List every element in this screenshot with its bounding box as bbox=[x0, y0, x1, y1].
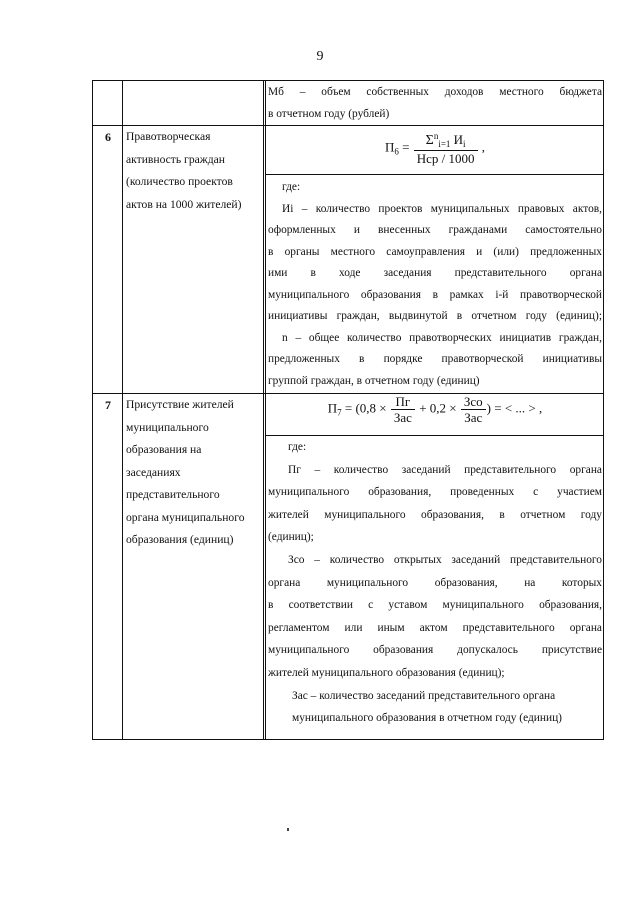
description-line: оформленных и внесенных гражданами самостоятельно bbox=[268, 224, 602, 236]
description-line: Зсо – количество открытых заседаний представительного bbox=[288, 553, 602, 566]
indicator-name-line: образования (единиц) bbox=[126, 533, 234, 546]
indicator-name-line: (количество проектов bbox=[126, 175, 233, 188]
description-line: Пг – количество заседаний представительного органа bbox=[288, 463, 602, 476]
formula-numerator bbox=[414, 132, 478, 151]
formula-sum-sign: Σ bbox=[425, 133, 434, 148]
formula-tail: , bbox=[478, 139, 485, 155]
description-line: Иi – количество проектов муниципальных правовых актов, bbox=[282, 202, 602, 215]
formula-equals: = bbox=[398, 139, 413, 155]
page-number: 9 bbox=[316, 49, 324, 64]
description-line: предложенных в порядке правотворческой инициативы bbox=[268, 353, 602, 365]
formula-denominator: Нср / 1000 bbox=[416, 151, 475, 166]
column-divider-2 bbox=[263, 81, 264, 739]
formula-fraction bbox=[414, 132, 478, 165]
formula-lhs-subscript: 6 bbox=[394, 146, 399, 157]
formula-lhs-subscript: 7 bbox=[337, 407, 342, 418]
formula-lhs: П bbox=[384, 139, 395, 155]
indicator-name-line: Присутствие жителей bbox=[126, 398, 234, 411]
description-line: (единиц); bbox=[268, 531, 314, 544]
description-line: органа муниципального образования, на которых bbox=[268, 576, 602, 589]
formula-fraction-1 bbox=[391, 395, 415, 424]
formula-numerator: Зсо bbox=[461, 395, 486, 410]
row-7-description bbox=[268, 442, 602, 736]
description-line: жителей муниципального образования (единиц); bbox=[268, 666, 505, 679]
description-line: в отчетном году (рублей) bbox=[268, 107, 390, 120]
row-6-formula bbox=[265, 132, 605, 165]
description-line: муниципального образования, проведенных с участием bbox=[268, 486, 602, 499]
indicator-name-line: актов на 1000 жителей) bbox=[126, 197, 242, 211]
prev-row-description bbox=[268, 87, 602, 130]
description-line: в органы местного самоуправления и (или) предложенных bbox=[268, 245, 602, 258]
indicator-name-line: органа муниципального bbox=[126, 510, 245, 524]
indicator-name-line: заседаниях bbox=[126, 465, 181, 479]
row-7-number: 7 bbox=[105, 398, 111, 412]
description-line: где: bbox=[282, 181, 301, 193]
formula-sum-upper: n bbox=[433, 131, 439, 141]
row-6-description bbox=[268, 182, 602, 397]
indicator-name-line: активность граждан bbox=[126, 152, 226, 166]
row-6-number: 6 bbox=[105, 130, 111, 144]
row-7-formula bbox=[265, 395, 605, 424]
description-line: регламентом или иным актом представительного органа bbox=[268, 621, 602, 634]
formula-open: = (0,8 × bbox=[341, 400, 390, 416]
row-7-indicator-name bbox=[126, 399, 262, 557]
description-line: где: bbox=[288, 441, 307, 453]
description-line: Зас – количество заседаний представительного органа bbox=[292, 689, 556, 702]
formula-denominator: Зас bbox=[464, 410, 483, 425]
indicator-name-line: Правотворческая bbox=[126, 130, 211, 143]
formula-mid: + 0,2 × bbox=[415, 400, 460, 416]
formula-sum-lower: i=1 bbox=[438, 139, 451, 149]
description-line: жителей муниципального образования, в отчетном году bbox=[268, 508, 602, 521]
description-line: n – общее количество правотворческих инициатив граждан, bbox=[282, 331, 602, 344]
formula-denominator: Зас bbox=[393, 410, 412, 425]
indicator-name-line: образования на bbox=[126, 443, 202, 456]
scan-mark bbox=[287, 828, 289, 831]
description-line: муниципального образования в отчетном году (единиц) bbox=[292, 712, 562, 725]
description-line: инициативы граждан, выдвинутой в отчетном году (единиц); bbox=[268, 310, 602, 322]
description-line: муниципального образования допускалось присутствие bbox=[268, 644, 602, 657]
indicator-table bbox=[92, 80, 604, 740]
formula-fraction-2 bbox=[461, 395, 486, 424]
indicator-name-line: муниципального bbox=[126, 420, 209, 434]
description-line: ими в ходе заседания представительного органа bbox=[268, 267, 602, 279]
formula-divider-7 bbox=[265, 435, 603, 436]
indicator-name-line: представительного bbox=[126, 488, 220, 501]
formula-numerator-var: И bbox=[453, 132, 464, 147]
formula-close: ) = < ... > , bbox=[486, 400, 543, 416]
description-line: группой граждан, в отчетном году (единиц) bbox=[268, 374, 480, 387]
formula-divider-6 bbox=[265, 174, 603, 175]
formula-lhs: П bbox=[327, 400, 338, 416]
formula-numerator-subscript: i bbox=[463, 139, 466, 149]
formula-numerator: Пг bbox=[391, 395, 415, 410]
description-line: в соответствии с уставом муниципального образования, bbox=[268, 599, 602, 612]
description-line: Мб – объем собственных доходов местного бюджета bbox=[268, 86, 602, 98]
row-6-indicator-name bbox=[126, 131, 262, 221]
description-line: муниципального образования в рамках i-й правотворческой bbox=[268, 288, 602, 301]
